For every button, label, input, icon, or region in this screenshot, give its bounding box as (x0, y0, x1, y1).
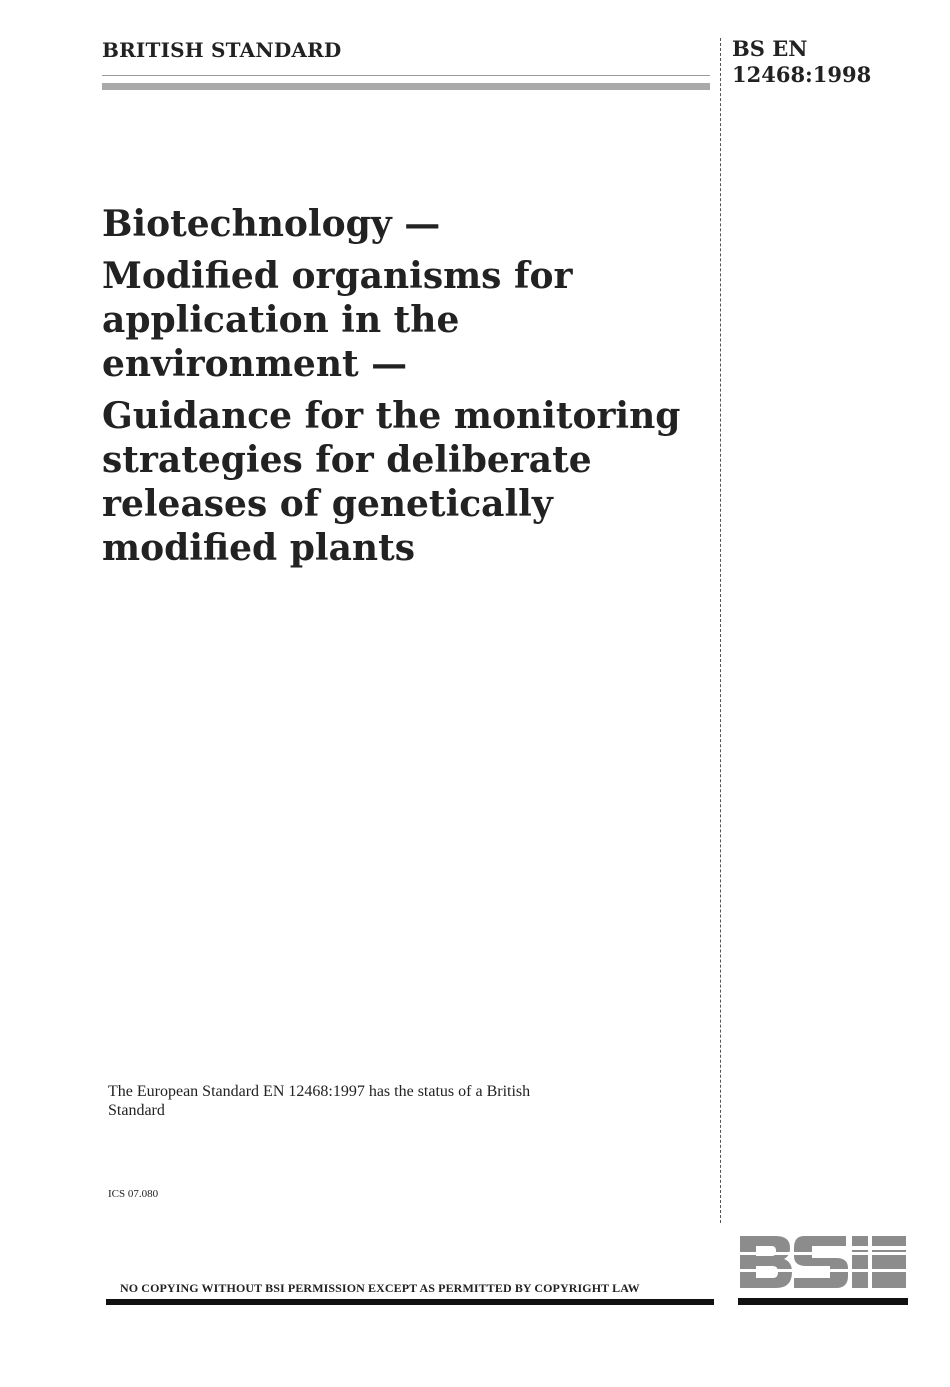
standard-number (732, 36, 871, 88)
standard-number-line1: BS EN (732, 36, 808, 61)
bsi-logo (738, 1228, 908, 1308)
document-title (102, 202, 712, 578)
bsi-logo-letters (740, 1236, 868, 1288)
header-thick-rule (102, 83, 710, 90)
bsi-logo-flag (872, 1236, 906, 1288)
vertical-divider (720, 38, 721, 1223)
header-thin-rule (102, 75, 710, 76)
status-note: The European Standard EN 12468:1997 has the status of a British Standard (108, 1083, 531, 1119)
bsi-logo-text: BSi (822, 1284, 824, 1285)
title-part-2: Modified organisms for application in the environment — (102, 255, 573, 385)
copyright-notice: NO COPYING WITHOUT BSI PERMISSION EXCEPT AS PERMITTED BY COPYRIGHT LAW (120, 1281, 640, 1295)
bottom-rule (106, 1299, 714, 1305)
title-part-1: Biotechnology — (102, 203, 441, 245)
title-part-3: Guidance for the monitoring strategies for deliberate releases of genetically modified plants (102, 395, 681, 569)
document-type-label: BRITISH STANDARD (102, 38, 342, 62)
bsi-logo-bar (738, 1298, 908, 1305)
standard-number-line2: 12468:1998 (732, 62, 872, 87)
ics-code: ICS 07.080 (108, 1188, 159, 1200)
